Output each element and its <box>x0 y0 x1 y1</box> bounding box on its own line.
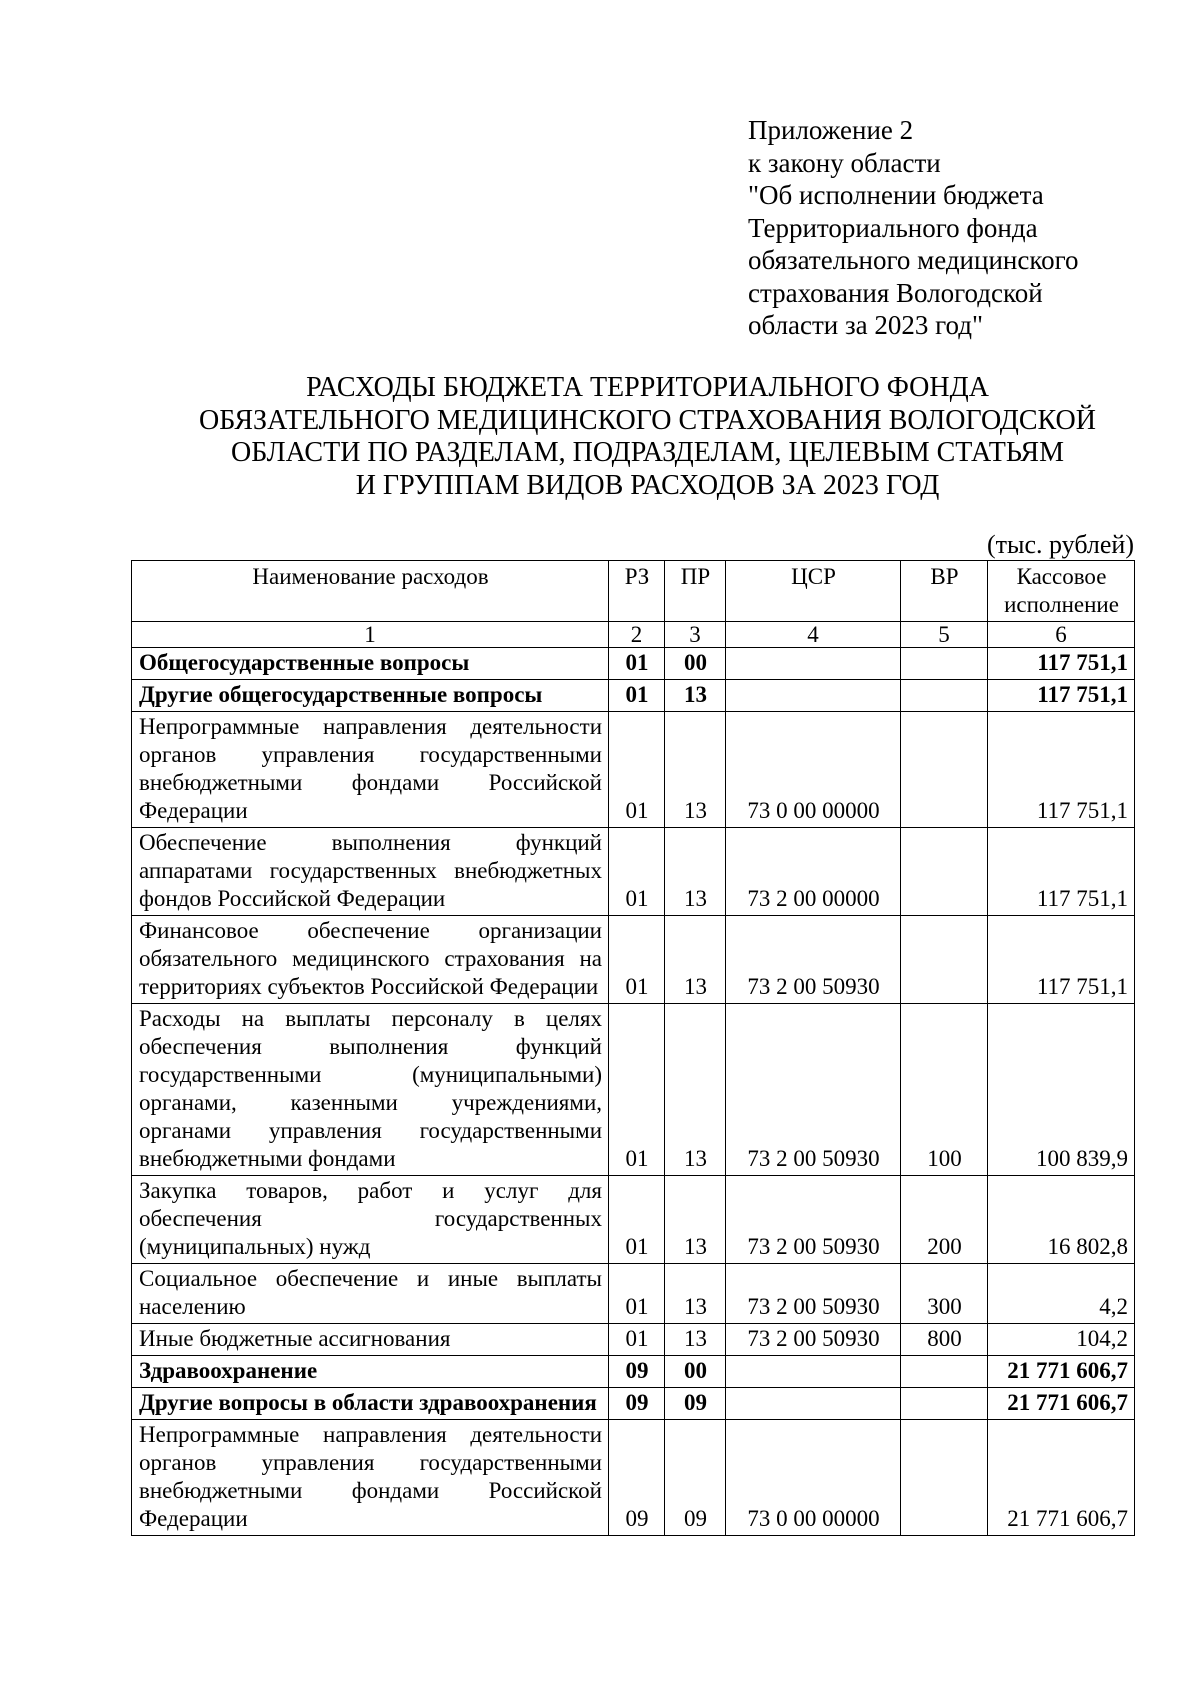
table-row <box>132 1388 1135 1420</box>
table-row <box>132 712 1135 828</box>
cell-pr: 00 <box>665 648 726 680</box>
cell-name: Иные бюджетные ассигнования <box>132 1324 609 1356</box>
appendix-line: страхования Вологодской <box>748 277 1043 308</box>
cell-name: Другие общегосударственные вопросы <box>132 680 609 712</box>
cell-rz: 09 <box>609 1356 665 1388</box>
cell-pr: 13 <box>665 828 726 916</box>
cell-csr <box>726 1388 901 1420</box>
document-title <box>120 372 1175 502</box>
cell-vr <box>901 712 988 828</box>
column-number: 1 <box>132 622 609 648</box>
appendix-line: Территориального фонда <box>748 212 1038 243</box>
cell-name: Здравоохранение <box>132 1356 609 1388</box>
cell-rz: 09 <box>609 1388 665 1420</box>
title-line: ОБЯЗАТЕЛЬНОГО МЕДИЦИНСКОГО СТРАХОВАНИЯ ВОЛОГОДСКОЙ <box>199 404 1096 436</box>
appendix-line: к закону области <box>748 147 941 178</box>
appendix-line: "Об исполнении бюджета <box>748 180 1044 210</box>
cell-name: Закупка товаров, работ и услуг для обеспечения государственных (муниципальных) нужд <box>132 1176 609 1264</box>
cell-name: Обеспечение выполнения функций аппаратами государственных внебюджетных фондов Российской Федерации <box>132 828 609 916</box>
cell-rz: 01 <box>609 1004 665 1176</box>
cell-amount: 16 802,8 <box>988 1176 1135 1264</box>
cell-rz: 01 <box>609 828 665 916</box>
cell-pr: 13 <box>665 1004 726 1176</box>
cell-rz: 01 <box>609 916 665 1004</box>
table-row <box>132 1004 1135 1176</box>
cell-vr <box>901 680 988 712</box>
cell-amount: 117 751,1 <box>988 680 1135 712</box>
table-row <box>132 680 1135 712</box>
cell-rz: 01 <box>609 712 665 828</box>
cell-csr: 73 2 00 00000 <box>726 828 901 916</box>
cell-amount: 104,2 <box>988 1324 1135 1356</box>
header-amount <box>988 561 1135 622</box>
cell-amount: 21 771 606,7 <box>988 1420 1135 1536</box>
cell-rz: 01 <box>609 1324 665 1356</box>
header-name: Наименование расходов <box>132 561 609 622</box>
table-header-row <box>132 561 1135 622</box>
cell-rz: 01 <box>609 680 665 712</box>
appendix-header <box>748 114 1148 342</box>
column-number: 6 <box>988 622 1135 648</box>
cell-amount: 21 771 606,7 <box>988 1388 1135 1420</box>
cell-csr: 73 2 00 50930 <box>726 1264 901 1324</box>
column-number-row <box>132 622 1135 648</box>
cell-vr <box>901 1388 988 1420</box>
table-row <box>132 1356 1135 1388</box>
cell-pr: 13 <box>665 1324 726 1356</box>
table-row <box>132 1264 1135 1324</box>
cell-name: Общегосударственные вопросы <box>132 648 609 680</box>
cell-rz: 01 <box>609 1264 665 1324</box>
header-pr: ПР <box>665 561 726 622</box>
table-row <box>132 1176 1135 1264</box>
cell-csr: 73 2 00 50930 <box>726 1176 901 1264</box>
cell-amount: 117 751,1 <box>988 916 1135 1004</box>
cell-csr: 73 2 00 50930 <box>726 1324 901 1356</box>
cell-rz: 09 <box>609 1420 665 1536</box>
cell-csr <box>726 1356 901 1388</box>
cell-pr: 13 <box>665 712 726 828</box>
cell-pr: 09 <box>665 1388 726 1420</box>
appendix-line: Приложение 2 <box>748 115 914 145</box>
cell-pr: 13 <box>665 1264 726 1324</box>
cell-name: Финансовое обеспечение организации обязательного медицинского страхования на территориях субъектов Российской Федерации <box>132 916 609 1004</box>
cell-pr: 00 <box>665 1356 726 1388</box>
cell-rz: 01 <box>609 648 665 680</box>
cell-pr: 13 <box>665 680 726 712</box>
cell-amount: 100 839,9 <box>988 1004 1135 1176</box>
cell-name: Непрограммные направления деятельности органов управления государственными внебюджетными фондами Российской Федерации <box>132 712 609 828</box>
appendix-line: обязательного медицинского <box>748 245 1079 275</box>
cell-csr: 73 0 00 00000 <box>726 1420 901 1536</box>
cell-vr <box>901 648 988 680</box>
header-vr: ВР <box>901 561 988 622</box>
cell-csr: 73 0 00 00000 <box>726 712 901 828</box>
title-line: И ГРУППАМ ВИДОВ РАСХОДОВ ЗА 2023 ГОД <box>355 469 940 501</box>
column-number: 2 <box>609 622 665 648</box>
cell-vr <box>901 828 988 916</box>
cell-pr: 13 <box>665 916 726 1004</box>
cell-pr: 13 <box>665 1176 726 1264</box>
table-row <box>132 828 1135 916</box>
cell-vr: 300 <box>901 1264 988 1324</box>
cell-csr: 73 2 00 50930 <box>726 1004 901 1176</box>
expenses-table <box>131 560 1135 1536</box>
header-csr: ЦСР <box>726 561 901 622</box>
cell-csr: 73 2 00 50930 <box>726 916 901 1004</box>
table-row <box>132 916 1135 1004</box>
cell-pr: 09 <box>665 1420 726 1536</box>
cell-vr <box>901 1420 988 1536</box>
header-rz: РЗ <box>609 561 665 622</box>
table-row <box>132 1420 1135 1536</box>
cell-name: Непрограммные направления деятельности органов управления государственными внебюджетными фондами Российской Федерации <box>132 1420 609 1536</box>
cell-rz: 01 <box>609 1176 665 1264</box>
column-number: 3 <box>665 622 726 648</box>
cell-vr <box>901 916 988 1004</box>
cell-name: Другие вопросы в области здравоохранения <box>132 1388 609 1420</box>
header-amount-line: Кассовое <box>1016 564 1107 589</box>
title-line: РАСХОДЫ БЮДЖЕТА ТЕРРИТОРИАЛЬНОГО ФОНДА <box>306 372 989 403</box>
cell-csr <box>726 648 901 680</box>
cell-vr: 100 <box>901 1004 988 1176</box>
column-number: 5 <box>901 622 988 648</box>
column-number: 4 <box>726 622 901 648</box>
cell-amount: 117 751,1 <box>988 828 1135 916</box>
cell-amount: 21 771 606,7 <box>988 1356 1135 1388</box>
table-row <box>132 1324 1135 1356</box>
cell-amount: 117 751,1 <box>988 648 1135 680</box>
units-label: (тыс. рублей) <box>986 530 1134 559</box>
cell-amount: 117 751,1 <box>988 712 1135 828</box>
cell-vr: 200 <box>901 1176 988 1264</box>
title-line: ОБЛАСТИ ПО РАЗДЕЛАМ, ПОДРАЗДЕЛАМ, ЦЕЛЕВЫМ СТАТЬЯМ <box>231 437 1064 468</box>
appendix-line: области за 2023 год" <box>748 310 984 340</box>
cell-vr <box>901 1356 988 1388</box>
table-row <box>132 648 1135 680</box>
header-amount-line: исполнение <box>1004 592 1119 617</box>
cell-amount: 4,2 <box>988 1264 1135 1324</box>
cell-vr: 800 <box>901 1324 988 1356</box>
cell-csr <box>726 680 901 712</box>
cell-name: Социальное обеспечение и иные выплаты населению <box>132 1264 609 1324</box>
cell-name: Расходы на выплаты персоналу в целях обеспечения выполнения функций государственными (муниципальными) органами, казенными учреждениями, органами управления государственными внебюджетными фондами <box>132 1004 609 1176</box>
